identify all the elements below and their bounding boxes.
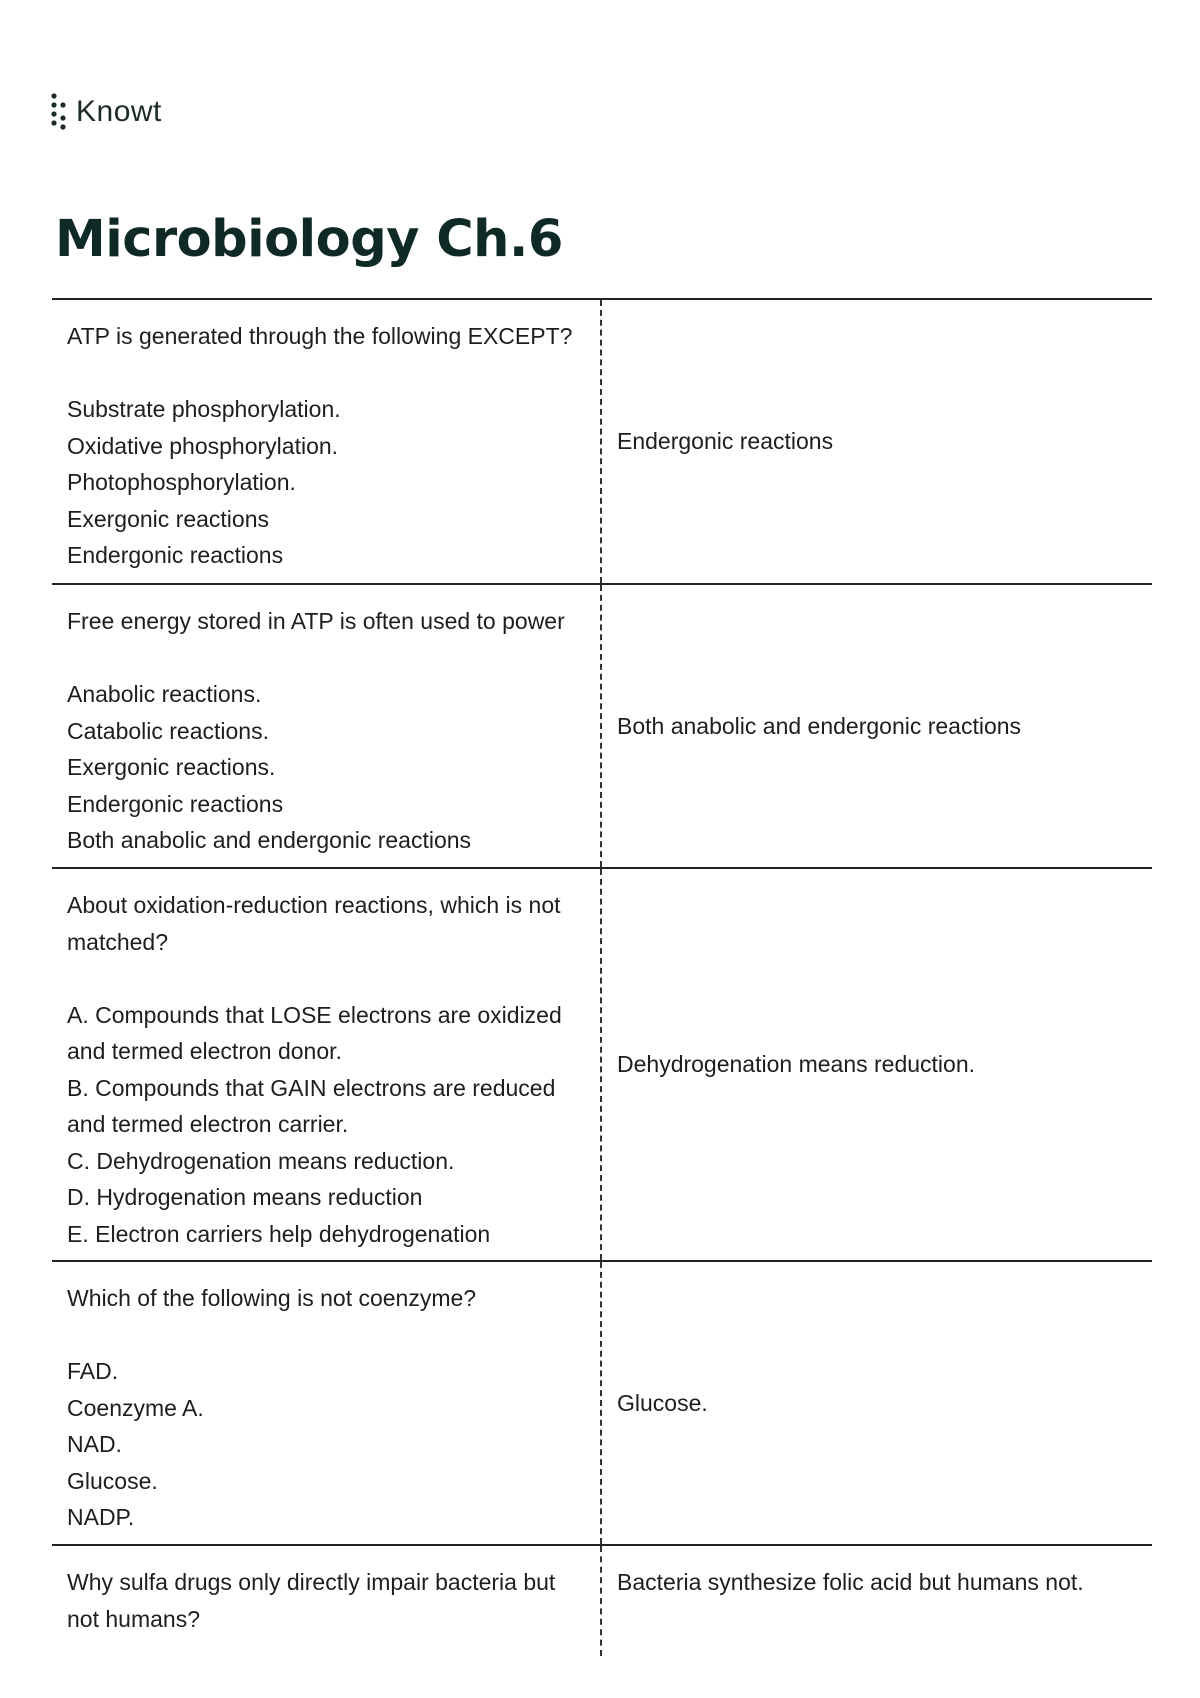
knowt-dots-icon (50, 92, 72, 132)
card-option: Coenzyme A. (67, 1394, 204, 1421)
card-definition (602, 869, 1152, 1260)
card-option: Substrate phosphorylation. (67, 396, 341, 422)
card-term (52, 585, 602, 867)
card-term (52, 1546, 602, 1656)
card-answer: Dehydrogenation means reduction. (617, 1051, 976, 1078)
card-option: Exergonic reactions. (67, 754, 276, 780)
page-title: Microbiology Ch.6 (55, 210, 563, 269)
flashcard-row (52, 1262, 1152, 1546)
card-option: Photophosphorylation. (67, 469, 296, 495)
card-option: FAD. (67, 1358, 119, 1384)
card-option: Oxidative phosphorylation. (67, 432, 339, 459)
card-definition (602, 585, 1152, 867)
brand-logo (50, 92, 162, 132)
card-option: A. Compounds that LOSE electrons are oxidized and termed electron donor. (67, 1001, 562, 1064)
card-question: Why sulfa drugs only directly impair bacteria but not humans? (67, 1569, 556, 1632)
card-option: B. Compounds that GAIN electrons are reduced and termed electron carrier. (67, 1074, 556, 1137)
card-definition (602, 300, 1152, 583)
card-term (52, 869, 602, 1260)
card-option: Endergonic reactions (67, 542, 284, 568)
card-option: D. Hydrogenation means reduction (67, 1184, 423, 1210)
card-option: Exergonic reactions (67, 505, 269, 532)
card-question: About oxidation-reduction reactions, which is not matched? (67, 892, 561, 955)
flashcard-table (52, 298, 1152, 1656)
flashcard-row (52, 1546, 1152, 1656)
card-option: Anabolic reactions. (67, 681, 262, 707)
card-answer: Both anabolic and endergonic reactions (617, 712, 1022, 739)
flashcard-row (52, 300, 1152, 585)
brand-name: Knowt (76, 95, 162, 128)
card-option: NAD. (67, 1431, 122, 1457)
card-answer: Bacteria synthesize folic acid but humans not. (617, 1569, 1084, 1595)
flashcard-row (52, 585, 1152, 869)
card-option: Catabolic reactions. (67, 717, 269, 744)
card-option: Glucose. (67, 1467, 158, 1494)
card-option: NADP. (67, 1504, 135, 1530)
card-definition (602, 1262, 1152, 1544)
card-question: Free energy stored in ATP is often used to power (67, 608, 565, 634)
card-question: Which of the following is not coenzyme? (67, 1285, 477, 1311)
card-question: ATP is generated through the following EXCEPT? (67, 323, 573, 349)
flashcard-row (52, 869, 1152, 1262)
card-answer: Endergonic reactions (617, 428, 834, 455)
card-term (52, 1262, 602, 1544)
card-answer: Glucose. (617, 1389, 708, 1416)
card-term (52, 300, 602, 583)
card-option: C. Dehydrogenation means reduction. (67, 1147, 455, 1174)
card-definition (602, 1546, 1152, 1656)
card-option: Both anabolic and endergonic reactions (67, 827, 472, 853)
card-option: Endergonic reactions (67, 790, 284, 817)
card-option: E. Electron carriers help dehydrogenation (67, 1220, 491, 1247)
